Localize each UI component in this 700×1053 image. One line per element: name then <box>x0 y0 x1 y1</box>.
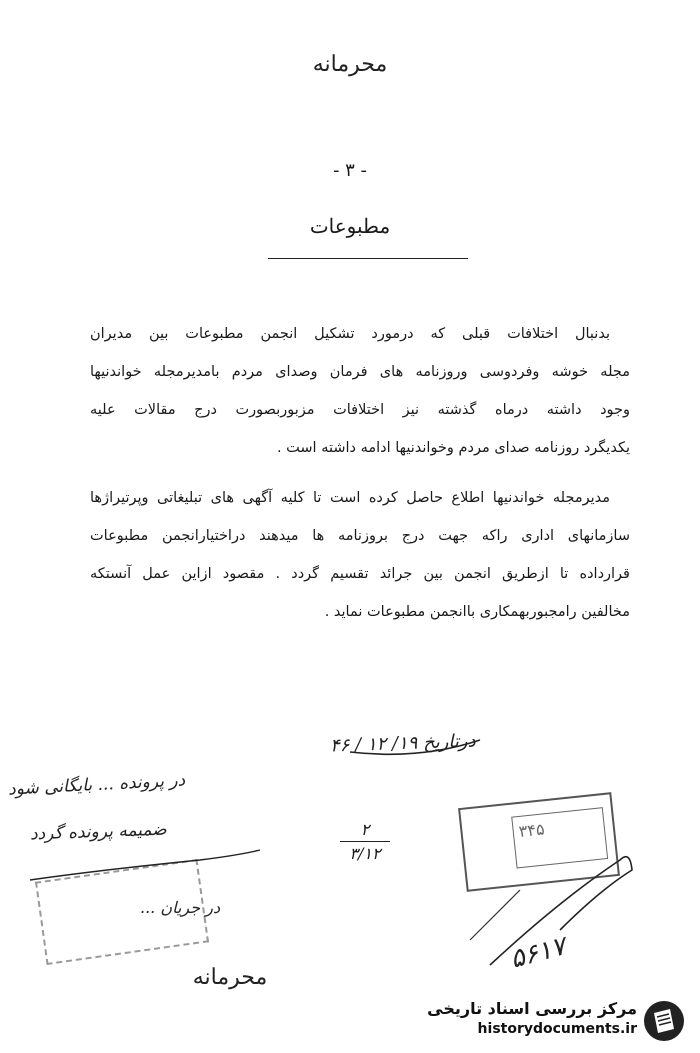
body-line: وجود داشته درماه گذشته نیز اختلافات مزبوربصورت درج مقالات علیه <box>90 402 630 418</box>
page-number: - ۳ - <box>332 160 368 181</box>
body-line: سازمانهای اداری راکه جهت درج بروزنامه ها میدهند دراختیارانجمن مطبوعات <box>90 528 630 544</box>
handwritten-note-number: ۵۶۱۷ <box>507 931 569 975</box>
signature-stroke <box>350 740 480 754</box>
handwritten-note-date: درتاریخ ۱۹/ ۱۲ / ۴۶ <box>329 730 476 757</box>
fraction-top: ۲ <box>360 820 370 839</box>
body-line: یکدیگرد روزنامه صدای مردم وخواندنیها ادامه داشته است . <box>276 440 630 456</box>
history-documents-logo-icon <box>642 999 686 1043</box>
body-line: مدیرمجله خواندنیها اطلاع حاصل کرده است تا کلیه آگهی های تبلیغاتی وپرتیراژها <box>90 490 610 506</box>
watermark-site: historydocuments.ir <box>477 1021 637 1037</box>
body-line: مخالفین رامجبوربهمکاری باانجمن مطبوعات نماید . <box>324 604 630 620</box>
watermark-org-name: مرکز بررسی اسناد تاریخی <box>427 999 637 1018</box>
classification-bottom: محرمانه <box>192 965 268 990</box>
body-line: بدنبال اختلافات قبلی که درمورد تشکیل انجمن مطبوعات بین مدیران <box>90 326 610 342</box>
handwritten-note-attach: ضمیمه پرونده گردد <box>29 819 167 845</box>
body-line: قرارداده تا ازطریق انجمن بین جرائد تقسیم گردد . مقصود ازاین عمل آنستکه <box>90 566 630 582</box>
handwritten-note-progress: در جریان ... <box>140 898 221 917</box>
watermark <box>402 995 692 1045</box>
body-line: مجله خوشه وفردوسی وروزنامه های فرمان وصدای مردم بامدیرمجله خواندنیها <box>90 364 630 380</box>
signature-stroke <box>490 857 632 965</box>
signature-stroke <box>30 850 260 880</box>
classification-top: محرمانه <box>312 52 388 77</box>
section-title: مطبوعات <box>309 214 391 238</box>
signature-stroke <box>470 890 520 940</box>
stamp-number: ۳۴۵ <box>517 819 546 842</box>
fraction-bottom: ۳/۱۲ <box>349 844 381 863</box>
handwritten-note-file: در پرونده ... بایگانی شود <box>7 770 186 800</box>
